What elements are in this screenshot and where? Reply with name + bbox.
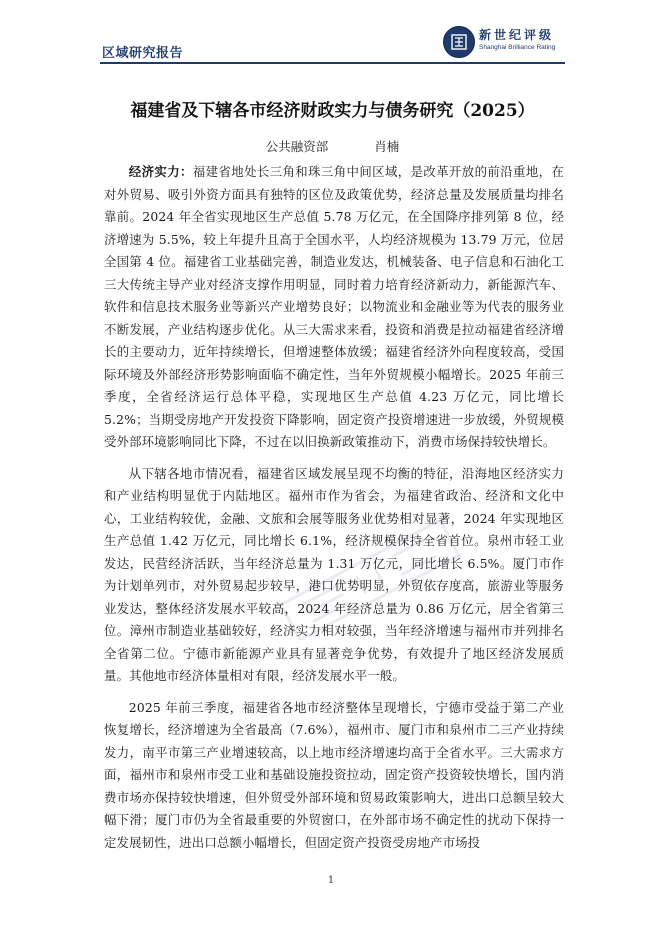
page-header	[0, 0, 662, 64]
report-body	[104, 161, 564, 854]
logo-english-name: Shanghai Brilliance Rating	[479, 44, 556, 51]
paragraph-cities-overview	[104, 463, 564, 688]
report-title: 福建省及下辖各市经济财政实力与债务研究（2025）	[130, 101, 535, 121]
report-type-label: 区域研究报告	[102, 46, 184, 61]
paragraph-economic-strength	[104, 161, 564, 454]
author-name: 肖楠	[374, 139, 400, 154]
paragraph-text: 福建省地处长三角和珠三角中间区域，是改革开放的前沿重地，在对外贸易、吸引外资方面具有独特的区位及政策优势，经济总量及发展质量均排名靠前。2024 年全省实现地区生产总值 5.78 万亿元，在全国降序排列第 8 位，经济增速为 5.5%，较上年提升且高于全国水平，人均经济规模为 13.79 万元，位居全国第 4 位。福建省工业基础完善，制造业发达，机械装备、电子信息和石油化工三大传统主导产业对经济支撑作用明显，同时着力培育经济新动力，新能源汽车、软件和信息技术服务业等新兴产业增势良好；以物流业和金融业等为代表的服务业不断发展，产业结构逐步优化。从三大需求来看，投资和消费是拉动福建省经济增长的主要动力，近年持续增长，但增速整体放缓；福建省经济外向程度较高，受国际环境及外部经济形势影响面临不确定性，当年外贸规模小幅增长。2025 年前三季度，全省经济运行总体平稳，实现地区生产总值 4.23 万亿元，同比增长 5.2%；当期受房地产开发投资下降影响，固定资产投资增速进一步放缓，外贸规模受外部环境影响同比下降，不过在以旧换新政策推动下，消费市场保持较快增长。	[104, 164, 564, 449]
paragraph-2025-q3	[104, 697, 564, 855]
header-divider	[100, 62, 565, 64]
company-logo	[443, 26, 568, 60]
logo-chinese-name: 新世纪评级	[479, 28, 555, 42]
paragraph-lead: 经济实力：	[128, 164, 193, 179]
paragraph-text: 2025 年前三季度，福建省各地市经济整体呈现增长，宁德市受益于第二产业恢复增长，经济增速为全省最高（7.6%），福州市、厦门市和泉州市二三产业持续发力，南平市第三产业增速较高，以上地市经济增速均高于全省水平。三大需求方面，福州市和泉州市受工业和基础设施投资拉动，固定资产投资较快增长，国内消费市场亦保持较快增速，但外贸受外部环境和贸易政策影响大，进出口总额呈较大幅下滑；厦门市仍为全省最重要的外贸窗口，在外部市场不确定性的扰动下保持一定发展韧性，进出口总额小幅增长，但固定资产投资受房地产市场投	[104, 699, 564, 850]
logo-seal-icon	[443, 26, 475, 58]
author-department: 公共融资部	[265, 139, 329, 154]
page-number: 1	[327, 875, 335, 886]
author-line	[100, 137, 565, 155]
paragraph-text: 从下辖各地市情况看，福建省区域发展呈现不均衡的特征，沿海地区经济实力和产业结构明显优于内陆地区。福州市作为省会，为福建省政治、经济和文化中心，工业结构较优，金融、文旅和会展等服务业优势相对显著，2024 年实现地区生产总值 1.42 万亿元，同比增长 6.1%，经济规模保持全省首位。泉州市轻工业发达，民营经济活跃，当年经济总量为 1.31 万亿元，同比增长 6.5%。厦门市作为计划单列市，对外贸易起步较早，港口优势明显，外贸依存度高，旅游业等服务业发达，整体经济发展水平较高，2024 年经济总量为 0.86 万亿元，居全省第三位。漳州市制造业基础较好，经济实力相对较强，当年经济增速与福州市并列排名全省第二位。宁德市新能源产业具有显著竞争优势，有效提升了地区经济发展质量。其他地市经济体量相对有限，经济发展水平一般。	[104, 465, 564, 683]
